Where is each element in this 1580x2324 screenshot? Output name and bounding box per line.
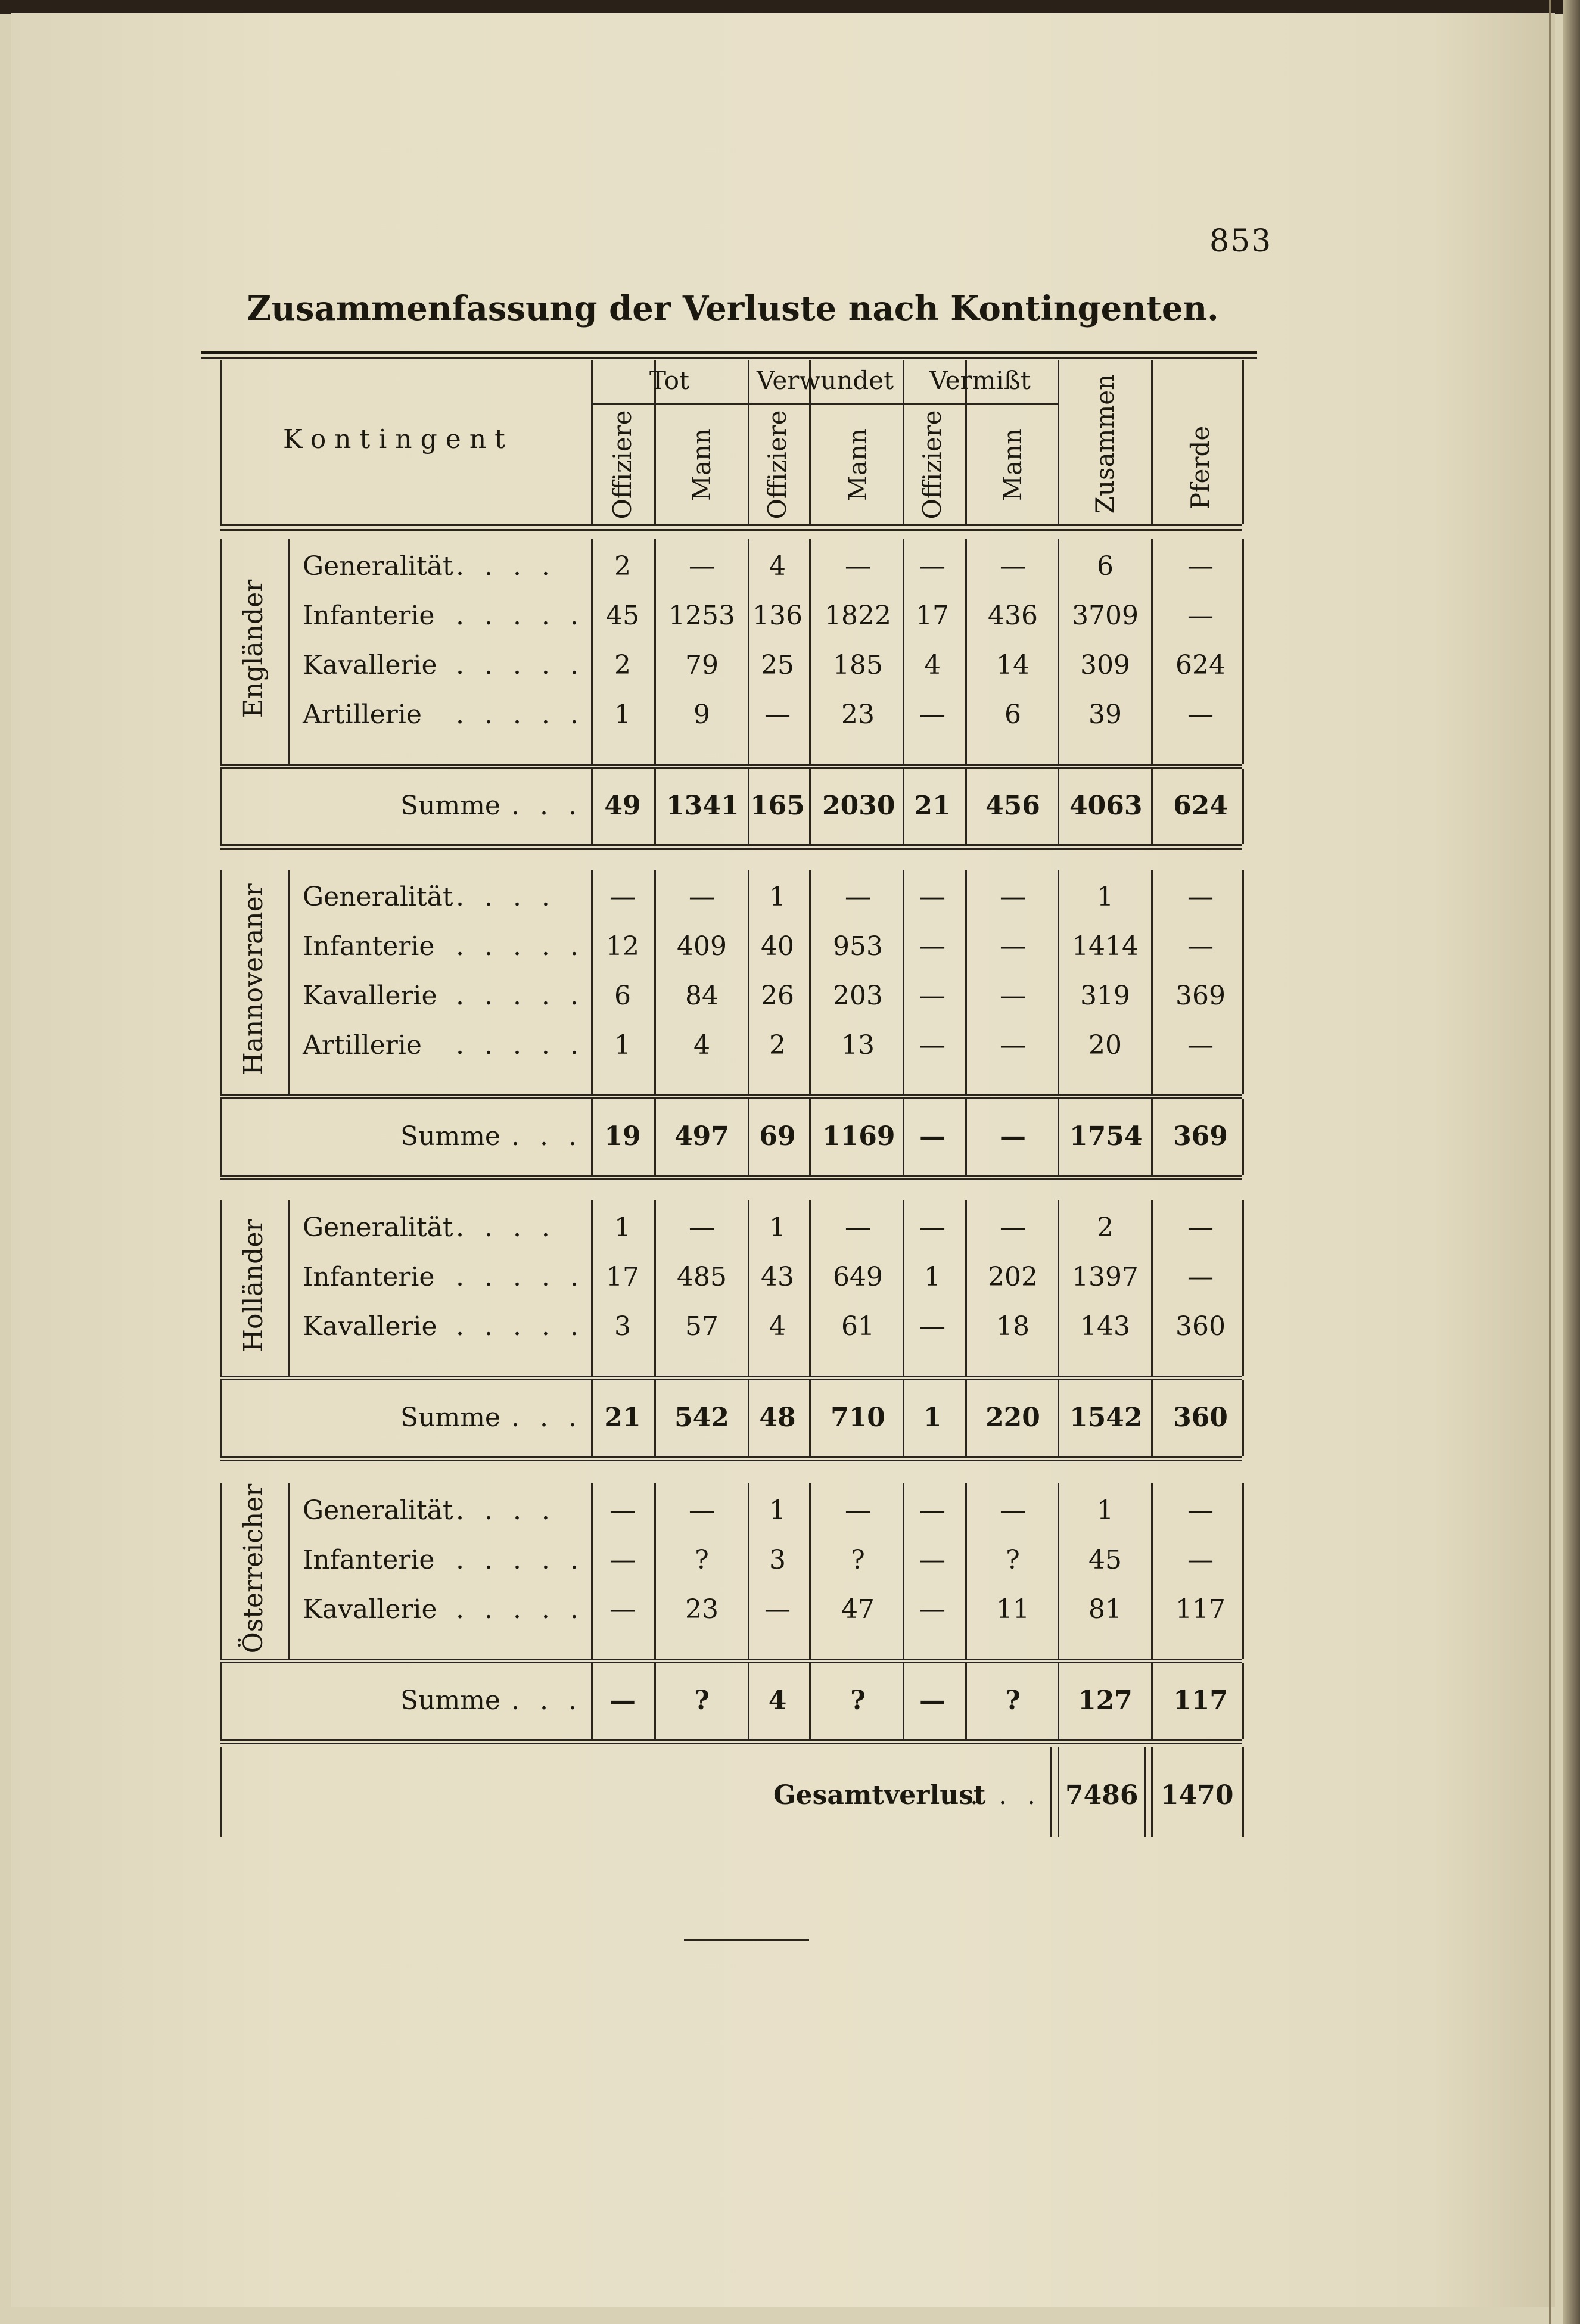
table-cell: — bbox=[919, 931, 945, 962]
scan-right-edge bbox=[1563, 0, 1580, 2324]
table-cell: — bbox=[1187, 1212, 1214, 1243]
table-cell: 61 bbox=[841, 1311, 875, 1342]
summe-cell: 127 bbox=[1078, 1685, 1133, 1716]
summe-cell: — bbox=[919, 1685, 945, 1716]
summe-rule bbox=[220, 1094, 1242, 1096]
table-cell: — bbox=[689, 1495, 715, 1526]
section-col-line bbox=[1242, 1483, 1244, 1659]
table-cell: — bbox=[689, 882, 715, 912]
table-cell: 436 bbox=[988, 601, 1038, 631]
section-divider-2 bbox=[220, 848, 1242, 850]
table-cell: — bbox=[1187, 699, 1214, 730]
table-cell: 1397 bbox=[1072, 1262, 1139, 1292]
section-label-1: Hannoveraner bbox=[238, 883, 269, 1075]
table-cell: — bbox=[919, 1495, 945, 1526]
row-label: Artillerie bbox=[303, 1030, 422, 1060]
row-label: Infanterie bbox=[303, 1262, 435, 1292]
summe-rule bbox=[220, 1659, 1242, 1660]
summe-rule-2 bbox=[220, 1662, 1242, 1663]
table-cell: — bbox=[1000, 1495, 1026, 1526]
table-cell: 1414 bbox=[1072, 931, 1139, 962]
header-col-line bbox=[1242, 360, 1244, 524]
row-label: Infanterie bbox=[303, 601, 435, 631]
row-label: Generalität bbox=[303, 882, 453, 912]
table-cell: 45 bbox=[606, 601, 639, 631]
table-cell: 25 bbox=[761, 650, 794, 680]
section-col-line bbox=[1058, 870, 1059, 1094]
row-label: Generalität bbox=[303, 1495, 453, 1526]
section-col-line bbox=[288, 1200, 290, 1376]
table-cell: 17 bbox=[916, 601, 949, 631]
summe-cell: — bbox=[609, 1685, 636, 1716]
summe-col-line bbox=[1058, 1099, 1059, 1175]
summe-dots: . . . bbox=[511, 1402, 583, 1433]
summe-cell: 456 bbox=[985, 791, 1040, 821]
section-col-line bbox=[220, 1200, 222, 1376]
table-cell: 4 bbox=[693, 1030, 710, 1060]
gesamt-zusammen: 7486 bbox=[1065, 1780, 1139, 1810]
table-cell: — bbox=[1187, 882, 1214, 912]
summe-cell: 1 bbox=[923, 1402, 942, 1433]
page-number: 853 bbox=[1209, 223, 1273, 259]
row-label: Generalität bbox=[303, 551, 453, 581]
table-cell: 9 bbox=[693, 699, 710, 730]
table-cell: — bbox=[1000, 882, 1026, 912]
summe-rule bbox=[220, 1376, 1242, 1377]
table-cell: — bbox=[845, 551, 871, 581]
row-leader-dots: . . . . . bbox=[456, 650, 584, 680]
summe-label: Summe bbox=[400, 1685, 500, 1716]
section-divider bbox=[220, 1739, 1242, 1741]
subheader-offiziere-2: Offiziere bbox=[763, 410, 792, 519]
table-cell: 143 bbox=[1080, 1311, 1130, 1342]
summe-dots: . . . bbox=[511, 1685, 583, 1716]
group-underline bbox=[591, 403, 1058, 405]
section-col-line bbox=[1242, 539, 1244, 764]
row-leader-dots: . . . . . bbox=[456, 1311, 584, 1342]
summe-cell: 710 bbox=[831, 1402, 885, 1433]
section-col-line bbox=[1242, 870, 1244, 1094]
table-cell: 1 bbox=[769, 882, 786, 912]
table-cell: — bbox=[764, 699, 791, 730]
summe-col-line bbox=[1242, 1663, 1244, 1739]
table-cell: 1 bbox=[614, 1212, 631, 1243]
row-label: Kavallerie bbox=[303, 981, 437, 1011]
table-cell: — bbox=[609, 1495, 636, 1526]
table-cell: 4 bbox=[769, 551, 786, 581]
table-cell: — bbox=[1187, 601, 1214, 631]
table-cell: — bbox=[1187, 931, 1214, 962]
summe-cell: ? bbox=[694, 1685, 710, 1716]
summe-col-line bbox=[1242, 769, 1244, 844]
table-cell: 23 bbox=[685, 1594, 719, 1625]
kontingent-header: Kontingent bbox=[283, 424, 514, 455]
summe-rule bbox=[220, 764, 1242, 766]
summe-cell: 1542 bbox=[1069, 1402, 1143, 1433]
summe-cell: 117 bbox=[1173, 1685, 1228, 1716]
summe-col-line bbox=[1242, 1099, 1244, 1175]
summe-cell: 360 bbox=[1173, 1402, 1228, 1433]
table-cell: 79 bbox=[685, 650, 719, 680]
row-leader-dots: . . . . . bbox=[456, 981, 584, 1011]
table-cell: — bbox=[609, 1545, 636, 1575]
row-leader-dots: . . . . bbox=[456, 551, 556, 581]
header-bottom-rule-2 bbox=[220, 529, 1242, 531]
section-divider bbox=[220, 1456, 1242, 1458]
table-cell: — bbox=[1187, 1545, 1214, 1575]
table-cell: — bbox=[1187, 551, 1214, 581]
subheader-mann-3: Mann bbox=[843, 428, 872, 502]
summe-cell: 48 bbox=[759, 1402, 796, 1433]
summe-cell: 220 bbox=[985, 1402, 1040, 1433]
table-cell: 6 bbox=[614, 981, 631, 1011]
section-col-line bbox=[1151, 539, 1153, 764]
summe-cell: 19 bbox=[604, 1121, 641, 1152]
summe-rule-2 bbox=[220, 1097, 1242, 1099]
header-col-line bbox=[1058, 360, 1059, 524]
row-label: Kavallerie bbox=[303, 1594, 437, 1625]
table-cell: 1 bbox=[924, 1262, 941, 1292]
subheader-pferde: Pferde bbox=[1186, 425, 1215, 510]
summe-cell: 4 bbox=[768, 1685, 787, 1716]
table-cell: — bbox=[689, 551, 715, 581]
summe-cell: 369 bbox=[1173, 1121, 1228, 1152]
summe-cell: 624 bbox=[1173, 791, 1228, 821]
summe-cell: ? bbox=[850, 1685, 866, 1716]
summe-cell: 497 bbox=[674, 1121, 729, 1152]
table-cell: 1 bbox=[769, 1212, 786, 1243]
section-label-2: Holländer bbox=[238, 1219, 269, 1352]
table-cell: 26 bbox=[761, 981, 794, 1011]
summe-cell: 1341 bbox=[666, 791, 739, 821]
footer-rule bbox=[684, 1939, 809, 1941]
gesamt-col-line bbox=[1151, 1747, 1153, 1837]
row-leader-dots: . . . . bbox=[456, 1212, 556, 1243]
table-cell: — bbox=[1000, 1212, 1026, 1243]
table-cell: 43 bbox=[761, 1262, 794, 1292]
section-col-line bbox=[1151, 1483, 1153, 1659]
table-cell: 45 bbox=[1088, 1545, 1122, 1575]
row-leader-dots: . . . . bbox=[456, 882, 556, 912]
table-cell: 1 bbox=[769, 1495, 786, 1526]
table-cell: 40 bbox=[761, 931, 794, 962]
table-cell: 39 bbox=[1088, 699, 1122, 730]
table-cell: 1253 bbox=[668, 601, 735, 631]
row-leader-dots: . . . . bbox=[456, 1495, 556, 1526]
summe-label: Summe bbox=[400, 1402, 500, 1433]
header-col-line bbox=[1151, 360, 1153, 524]
summe-cell: 1754 bbox=[1069, 1121, 1143, 1152]
summe-col-line bbox=[1242, 1380, 1244, 1456]
section-col-line bbox=[1151, 870, 1153, 1094]
table-cell: 11 bbox=[996, 1594, 1030, 1625]
section-col-line bbox=[220, 539, 222, 764]
section-divider bbox=[220, 844, 1242, 846]
header-bottom-rule bbox=[220, 524, 1242, 526]
scan-top-edge bbox=[0, 0, 1580, 14]
section-divider-2 bbox=[220, 1743, 1242, 1744]
table-cell: 185 bbox=[833, 650, 883, 680]
table-cell: — bbox=[919, 699, 945, 730]
subheader-mann-1: Mann bbox=[687, 428, 716, 502]
summe-rule-2 bbox=[220, 1379, 1242, 1380]
summe-col-line bbox=[1151, 1380, 1153, 1456]
table-cell: — bbox=[1187, 1030, 1214, 1060]
table-cell: 14 bbox=[996, 650, 1030, 680]
row-leader-dots: . . . . . bbox=[456, 1545, 584, 1575]
gesamt-col-line bbox=[220, 1747, 222, 1837]
table-cell: 309 bbox=[1080, 650, 1130, 680]
summe-col-line bbox=[220, 1663, 222, 1739]
table-cell: 203 bbox=[833, 981, 883, 1011]
table-cell: — bbox=[689, 1212, 715, 1243]
row-label: Kavallerie bbox=[303, 650, 437, 680]
table-cell: 12 bbox=[606, 931, 639, 962]
row-leader-dots: . . . . . bbox=[456, 931, 584, 962]
summe-cell: 1169 bbox=[822, 1121, 895, 1152]
table-cell: — bbox=[919, 1212, 945, 1243]
table-cell: 4 bbox=[924, 650, 941, 680]
row-label: Artillerie bbox=[303, 699, 422, 730]
summe-cell: 2030 bbox=[822, 791, 895, 821]
group-header-tot: Tot bbox=[649, 366, 689, 395]
summe-label: Summe bbox=[400, 791, 500, 821]
summe-col-line bbox=[1151, 1663, 1153, 1739]
table-cell: — bbox=[609, 1594, 636, 1625]
section-divider-2 bbox=[220, 1460, 1242, 1461]
group-header-verwundet: Verwundet bbox=[756, 366, 894, 395]
table-cell: 3 bbox=[769, 1545, 786, 1575]
table-cell: 3709 bbox=[1072, 601, 1139, 631]
summe-col-line bbox=[1058, 1663, 1059, 1739]
subheader-offiziere-0: Offiziere bbox=[608, 410, 637, 519]
summe-dots: . . . bbox=[511, 1121, 583, 1152]
table-cell: 18 bbox=[996, 1311, 1030, 1342]
row-label: Infanterie bbox=[303, 1545, 435, 1575]
gesamt-col-line bbox=[1058, 1747, 1059, 1837]
summe-col-line bbox=[220, 769, 222, 844]
table-cell: — bbox=[919, 1594, 945, 1625]
table-cell: 1 bbox=[1097, 1495, 1114, 1526]
section-divider bbox=[220, 1175, 1242, 1177]
section-col-line bbox=[1151, 1200, 1153, 1376]
subheader-zusammen: Zusammen bbox=[1090, 374, 1119, 514]
table-cell: ? bbox=[1006, 1545, 1020, 1575]
summe-cell: ? bbox=[1005, 1685, 1021, 1716]
table-cell: 20 bbox=[1088, 1030, 1122, 1060]
section-col-line bbox=[1058, 1483, 1059, 1659]
table-cell: ? bbox=[695, 1545, 709, 1575]
row-label: Kavallerie bbox=[303, 1311, 437, 1342]
table-cell: — bbox=[764, 1594, 791, 1625]
table-cell: 953 bbox=[833, 931, 883, 962]
table-cell: — bbox=[1187, 1262, 1214, 1292]
summe-cell: 165 bbox=[750, 791, 805, 821]
section-label-3: Österreicher bbox=[238, 1483, 269, 1653]
table-cell: 2 bbox=[769, 1030, 786, 1060]
section-col-line bbox=[1242, 1200, 1244, 1376]
table-cell: 47 bbox=[841, 1594, 875, 1625]
summe-col-line bbox=[1058, 769, 1059, 844]
section-col-line bbox=[288, 870, 290, 1094]
row-label: Generalität bbox=[303, 1212, 453, 1243]
row-label: Infanterie bbox=[303, 931, 435, 962]
table-cell: 1822 bbox=[825, 601, 891, 631]
table-cell: — bbox=[845, 1212, 871, 1243]
section-col-line bbox=[288, 1483, 290, 1659]
table-cell: — bbox=[609, 882, 636, 912]
table-cell: 319 bbox=[1080, 981, 1130, 1011]
table-cell: 1 bbox=[614, 699, 631, 730]
table-cell: 57 bbox=[685, 1311, 719, 1342]
gesamt-dots: . . . bbox=[970, 1780, 1041, 1810]
table-cell: 2 bbox=[1097, 1212, 1114, 1243]
page-title: Zusammenfassung der Verluste nach Kontingenten. bbox=[247, 289, 1219, 328]
section-col-line bbox=[288, 539, 290, 764]
subheader-offiziere-4: Offiziere bbox=[917, 410, 947, 519]
section-col-line bbox=[1058, 539, 1059, 764]
table-cell: 3 bbox=[614, 1311, 631, 1342]
summe-cell: 542 bbox=[674, 1402, 729, 1433]
row-leader-dots: . . . . . bbox=[456, 1262, 584, 1292]
table-cell: 4 bbox=[769, 1311, 786, 1342]
table-cell: — bbox=[1187, 1495, 1214, 1526]
table-cell: — bbox=[1000, 981, 1026, 1011]
summe-dots: . . . bbox=[511, 791, 583, 821]
summe-cell: 49 bbox=[604, 791, 641, 821]
section-divider-2 bbox=[220, 1178, 1242, 1180]
table-cell: 2 bbox=[614, 551, 631, 581]
summe-col-line bbox=[1151, 769, 1153, 844]
summe-rule-2 bbox=[220, 767, 1242, 769]
section-label-0: Engländer bbox=[238, 579, 269, 718]
table-top-rule bbox=[201, 351, 1257, 354]
summe-cell: 69 bbox=[759, 1121, 796, 1152]
table-cell: — bbox=[919, 1311, 945, 1342]
table-cell: 84 bbox=[685, 981, 719, 1011]
summe-cell: 4063 bbox=[1069, 791, 1143, 821]
table-cell: — bbox=[919, 1030, 945, 1060]
table-cell: 1 bbox=[614, 1030, 631, 1060]
header-col-line bbox=[220, 360, 222, 524]
table-cell: 23 bbox=[841, 699, 875, 730]
row-leader-dots: . . . . . bbox=[456, 1030, 584, 1060]
table-cell: — bbox=[919, 882, 945, 912]
table-cell: — bbox=[1000, 931, 1026, 962]
table-cell: 136 bbox=[752, 601, 803, 631]
gesamt-pferde: 1470 bbox=[1161, 1780, 1234, 1810]
summe-label: Summe bbox=[400, 1121, 500, 1152]
table-cell: 6 bbox=[1004, 699, 1021, 730]
table-cell: — bbox=[1000, 551, 1026, 581]
table-cell: 81 bbox=[1088, 1594, 1122, 1625]
table-cell: — bbox=[1000, 1030, 1026, 1060]
summe-col-line bbox=[1151, 1099, 1153, 1175]
table-cell: 13 bbox=[841, 1030, 875, 1060]
group-header-vermisst: Vermißt bbox=[929, 366, 1031, 395]
summe-cell: 21 bbox=[604, 1402, 641, 1433]
table-cell: 409 bbox=[677, 931, 727, 962]
table-cell: ? bbox=[851, 1545, 865, 1575]
table-cell: 202 bbox=[988, 1262, 1038, 1292]
table-cell: 649 bbox=[833, 1262, 883, 1292]
table-cell: 1 bbox=[1097, 882, 1114, 912]
gesamt-col-line bbox=[1242, 1747, 1244, 1837]
gesamt-col-line bbox=[1144, 1747, 1146, 1837]
row-leader-dots: . . . . . bbox=[456, 699, 584, 730]
page-edge-line bbox=[1549, 0, 1551, 2324]
table-cell: 624 bbox=[1175, 650, 1226, 680]
row-leader-dots: . . . . . bbox=[456, 1594, 584, 1625]
table-cell: 360 bbox=[1175, 1311, 1226, 1342]
table-cell: 485 bbox=[677, 1262, 727, 1292]
summe-cell: — bbox=[1000, 1121, 1026, 1152]
summe-cell: 21 bbox=[914, 791, 951, 821]
table-cell: — bbox=[919, 551, 945, 581]
row-leader-dots: . . . . . bbox=[456, 601, 584, 631]
table-cell: 6 bbox=[1097, 551, 1114, 581]
summe-col-line bbox=[1058, 1380, 1059, 1456]
table-cell: — bbox=[919, 981, 945, 1011]
table-cell: 17 bbox=[606, 1262, 639, 1292]
table-top-thin-rule bbox=[201, 357, 1257, 359]
table-cell: 2 bbox=[614, 650, 631, 680]
subheader-mann-5: Mann bbox=[998, 428, 1027, 502]
table-cell: 369 bbox=[1175, 981, 1226, 1011]
table-cell: 117 bbox=[1175, 1594, 1226, 1625]
section-col-line bbox=[220, 1483, 222, 1659]
section-col-line bbox=[220, 870, 222, 1094]
table-cell: — bbox=[845, 882, 871, 912]
summe-col-line bbox=[220, 1099, 222, 1175]
gesamt-label: Gesamtverlust bbox=[773, 1780, 986, 1810]
table-cell: — bbox=[919, 1545, 945, 1575]
table-cell: — bbox=[845, 1495, 871, 1526]
section-col-line bbox=[1058, 1200, 1059, 1376]
summe-col-line bbox=[220, 1380, 222, 1456]
gesamt-col-line bbox=[1050, 1747, 1052, 1837]
summe-cell: — bbox=[919, 1121, 945, 1152]
